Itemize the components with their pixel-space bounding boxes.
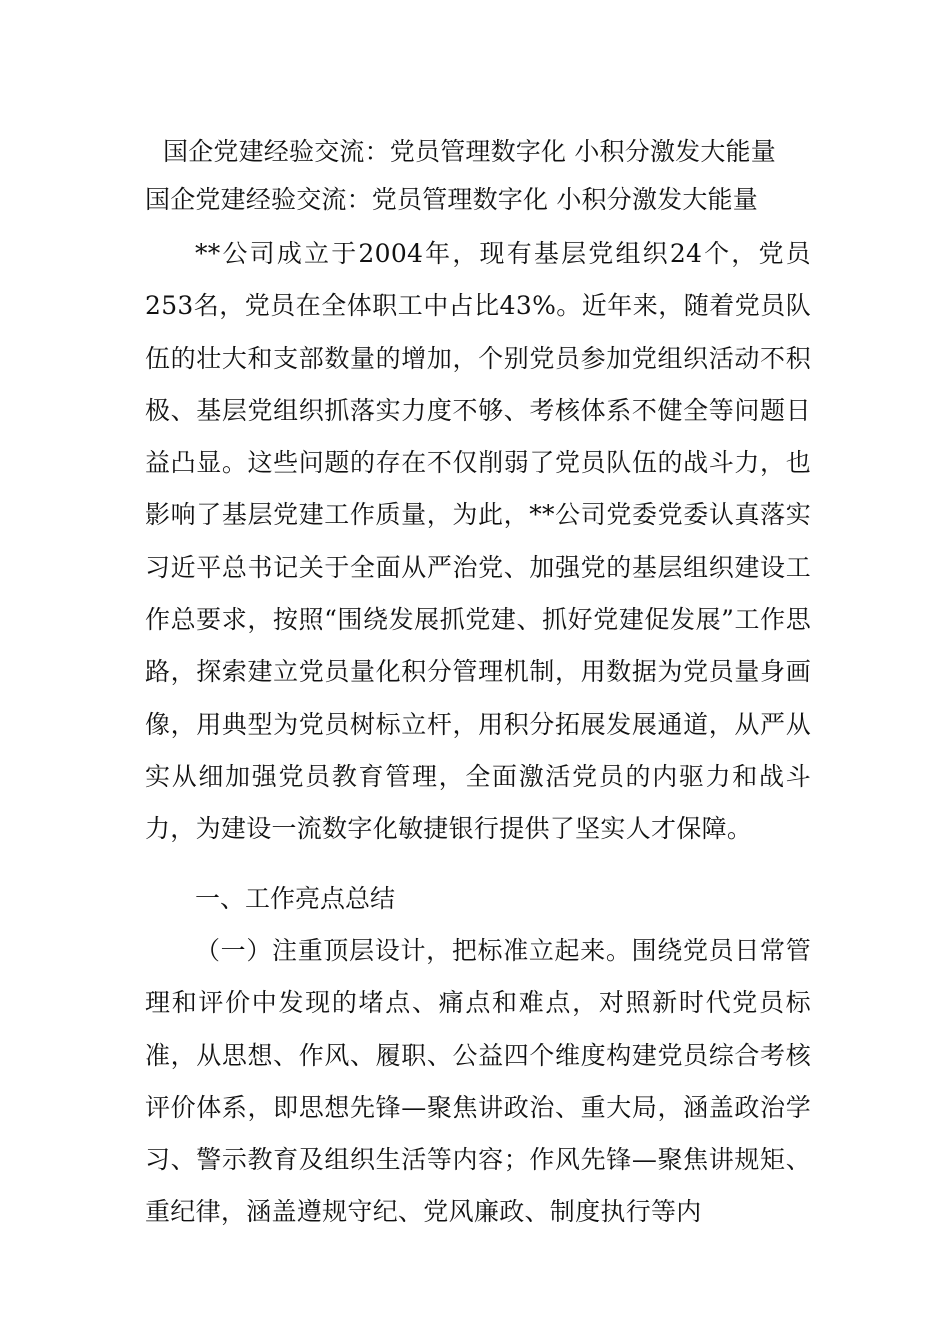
document-title-repeat: 国企党建经验交流：党员管理数字化 小积分激发大能量	[145, 185, 758, 214]
section-heading: 一、工作亮点总结	[195, 884, 396, 913]
intro-paragraph: **公司成立于2004年，现有基层党组织24个，党员253名，党员在全体职工中占比43%。近年来，随着党员队伍的壮大和支部数量的增加，个别党员参加党组织活动不积极、基层党组织抓落实力度不够、考核体系不健全等问题日益凸显。这些问题的存在不仅削弱了党员队伍的战斗力，也影响了基层党建工作质量，为此，**公司党委党委认真落实习近平总书记关于全面从严治党、加强党的基层组织建设工作总要求，按照“围绕发展抓党建、抓好党建促发展”工作思路，探索建立党员量化积分管理机制，用数据为党员量身画像，用典型为党员树标立杆，用积分拓展发展通道，从严从实从细加强党员教育管理，全面激活党员的内驱力和战斗力，为建设一流数字化敏捷银行提供了坚实人才保障。	[145, 239, 811, 844]
section-paragraph: （一）注重顶层设计，把标准立起来。围绕党员日常管理和评价中发现的堵点、痛点和难点，对照新时代党员标准，从思想、作风、履职、公益四个维度构建党员综合考核评价体系，即思想先锋—聚焦讲政治、重大局，涵盖政治学习、警示教育及组织生活等内容；作风先锋—聚焦讲规矩、重纪律，涵盖遵规守纪、党风廉政、制度执行等内	[145, 936, 811, 1227]
document-title: 国企党建经验交流：党员管理数字化 小积分激发大能量	[163, 137, 776, 166]
